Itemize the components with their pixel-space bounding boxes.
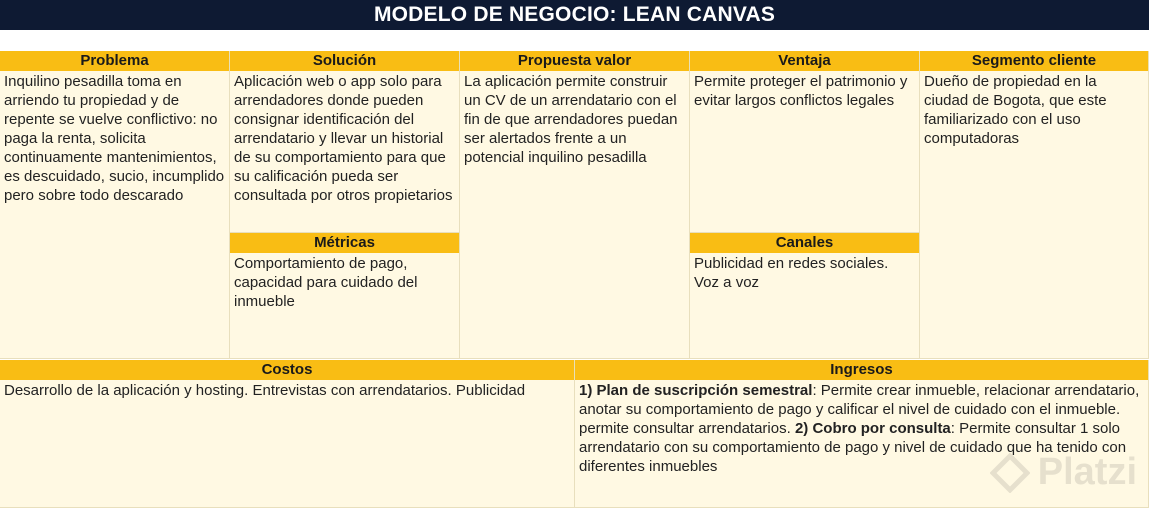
ventaja-cell: Permite proteger el patrimonio y evitar largos conflictos legales [690,71,920,233]
propuesta-valor-cell: La aplicación permite construir un CV de un arrendatario con el fin de que arrendadores puedan ser alertados frente a un potencial inquilino pesadilla [460,71,690,359]
header-segmento-cliente: Segmento cliente [920,51,1149,71]
costos-cell: Desarrollo de la aplicación y hosting. Entrevistas con arrendatarios. Publicidad [0,380,575,508]
plan2-text: : Permite consultar 1 solo arrendatario con su comportamiento de pago y nivel de cuidado que ha tenido con diferentes inmuebles [579,420,1127,475]
plan1-label: 1) Plan de suscripción semestral [579,382,813,399]
solucion-cell: Aplicación web o app solo para arrendadores donde pueden consignar identificación del arrendatario y llevar un historial de su comportamiento para que su calificación pueda ser consultada por otros propietarios [230,71,460,233]
metricas-cell: Comportamiento de pago, capacidad para cuidado del inmueble [230,253,460,359]
segmento-cliente-cell: Dueño de propiedad en la ciudad de Bogota, que este familiarizado con el uso computadoras [920,71,1149,359]
canales-cell: Publicidad en redes sociales. Voz a voz [690,253,920,359]
problema-cell: Inquilino pesadilla toma en arriendo tu propiedad y de repente se vuelve conflictivo: no paga la renta, solicita continuamente mantenimientos, es descuidado, sucio, incumplido pero sobre todo descarado [0,71,230,359]
platzi-logo-icon [990,453,1030,493]
plan2-label: 2) Cobro por consulta [794,420,951,437]
header-ventaja: Ventaja [690,51,920,71]
header-solucion: Solución [230,51,460,71]
header-canales: Canales [690,233,920,253]
header-costos: Costos [0,360,575,380]
header-problema: Problema [0,51,230,71]
header-propuesta-valor: Propuesta valor [460,51,690,71]
plan1-text: : Permite crear inmueble, relacionar arrendatario, anotar su comportamiento de pago y calificar el nivel de cuidado con el inmueble. permite consultar arrendatarios. [579,382,1140,437]
header-ingresos: Ingresos [575,360,1149,380]
watermark-text: Platzi [1037,451,1137,493]
header-metricas: Métricas [230,233,460,253]
platzi-watermark [990,451,1137,494]
page-title: MODELO DE NEGOCIO: LEAN CANVAS [0,0,1149,30]
